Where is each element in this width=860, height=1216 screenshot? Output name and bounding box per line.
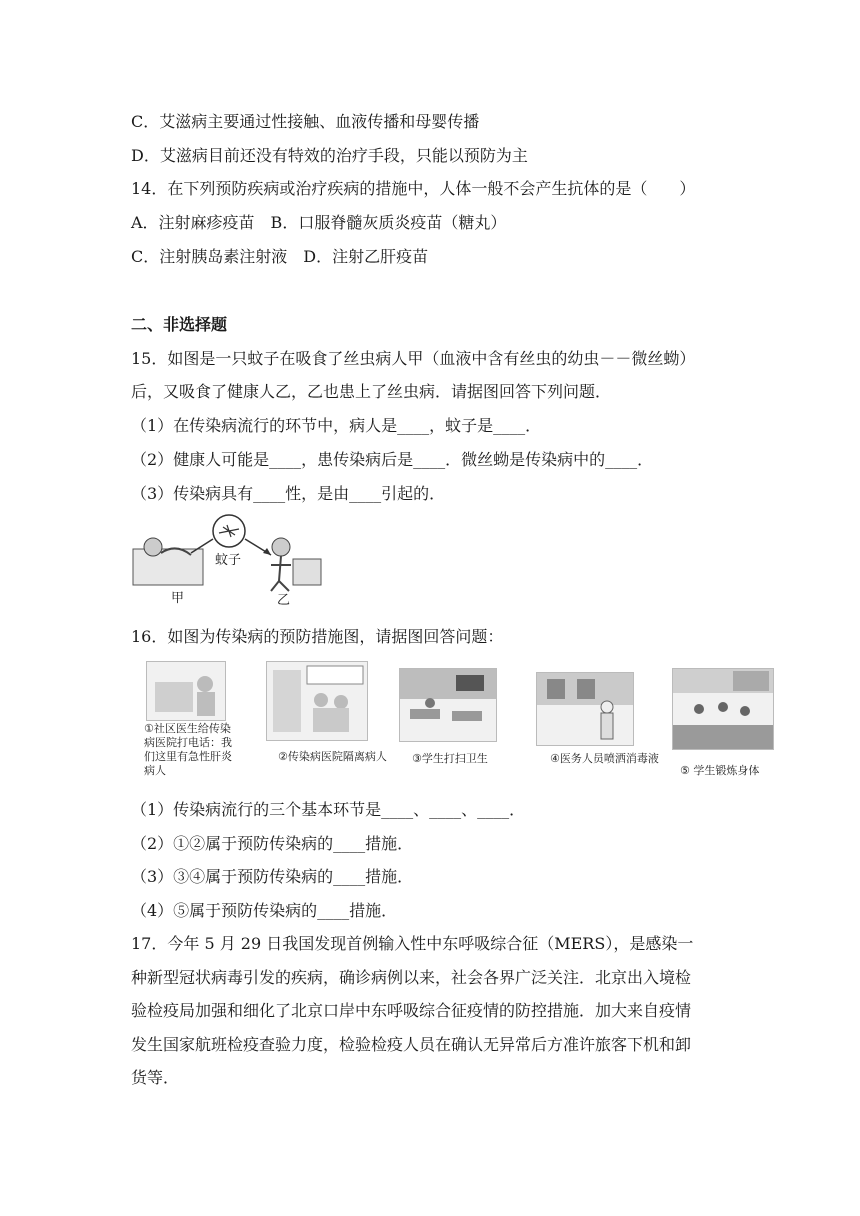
q15-sub-2: （2）健康人可能是____，患传染病后是____．微丝蚴是传染病中的____．: [131, 450, 654, 469]
figure-doctor-phone: [146, 661, 226, 721]
caption-4: ④医务人员喷洒消毒液: [550, 752, 659, 765]
caption-3: ③学生打扫卫生: [412, 752, 488, 765]
question-17-line-1: 17．今年 5 月 29 日我国发现首例输入性中东呼吸综合征（MERS），是感染一: [131, 934, 694, 953]
q15-sub-1: （1）在传染病流行的环节中，病人是____，蚊子是____．: [131, 416, 542, 435]
caption-1: ①社区医生给传染病医院打电话：我们这里有急性肝炎病人: [144, 722, 232, 777]
figure-students-exercise: [672, 668, 774, 750]
q14-options-ab: A．注射麻疹疫苗 B．口服脊髓灰质炎疫苗（糖丸）: [131, 213, 507, 232]
figure-disinfectant-spraying: [536, 672, 634, 746]
q16-sub-4: （4）⑤属于预防传染病的____措施．: [131, 901, 398, 920]
figure-hospital-isolation: [266, 661, 368, 741]
section-title: 二、非选择题: [131, 315, 228, 334]
q16-sub-3: （3）③④属于预防传染病的____措施．: [131, 867, 414, 886]
q16-sub-2: （2）①②属于预防传染病的____措施．: [131, 834, 414, 853]
question-16: 16．如图为传染病的预防措施图，请据图回答问题：: [131, 627, 504, 646]
q15-figure: [131, 513, 327, 608]
question-14: 14．在下列预防疾病或治疗疾病的措施中，人体一般不会产生抗体的是（ ）: [131, 179, 696, 198]
figure-students-cleaning: [399, 668, 497, 742]
option-d-line: D．艾滋病目前还没有特效的治疗手段，只能以预防为主: [131, 146, 528, 165]
question-15-line-2: 后，又吸食了健康人乙，乙也患上了丝虫病．请据图回答下列问题．: [131, 382, 612, 401]
caption-5: ⑤ 学生锻炼身体: [680, 764, 760, 777]
q14-options-cd: C．注射胰岛素注射液 D．注射乙肝疫苗: [131, 247, 429, 266]
question-17-line-2: 种新型冠状病毒引发的疾病，确诊病例以来，社会各界广泛关注．北京出入境检: [131, 968, 692, 987]
caption-2: ②传染病医院隔离病人: [278, 750, 387, 763]
question-15-line-1: 15．如图是一只蚊子在吸食了丝虫病人甲（血液中含有丝虫的幼虫－－微丝蚴）: [131, 349, 696, 368]
q16-sub-1: （1）传染病流行的三个基本环节是____、____、____．: [131, 800, 526, 819]
label-a: 甲: [171, 591, 185, 606]
q15-sub-3: （3）传染病具有____性，是由____引起的．: [131, 484, 446, 503]
question-17-line-4: 发生国家航班检疫查验力度，检验检疫人员在确认无异常后方准许旅客下机和卸: [131, 1035, 692, 1054]
label-b: 乙: [277, 593, 291, 608]
question-17-line-5: 货等．: [131, 1068, 180, 1087]
question-17-line-3: 验检疫局加强和细化了北京口岸中东呼吸综合征疫情的防控措施．加大来自疫情: [131, 1001, 692, 1020]
option-c-line: C．艾滋病主要通过性接触、血液传播和母婴传播: [131, 112, 480, 131]
label-mosquito: 蚊子: [215, 553, 242, 568]
